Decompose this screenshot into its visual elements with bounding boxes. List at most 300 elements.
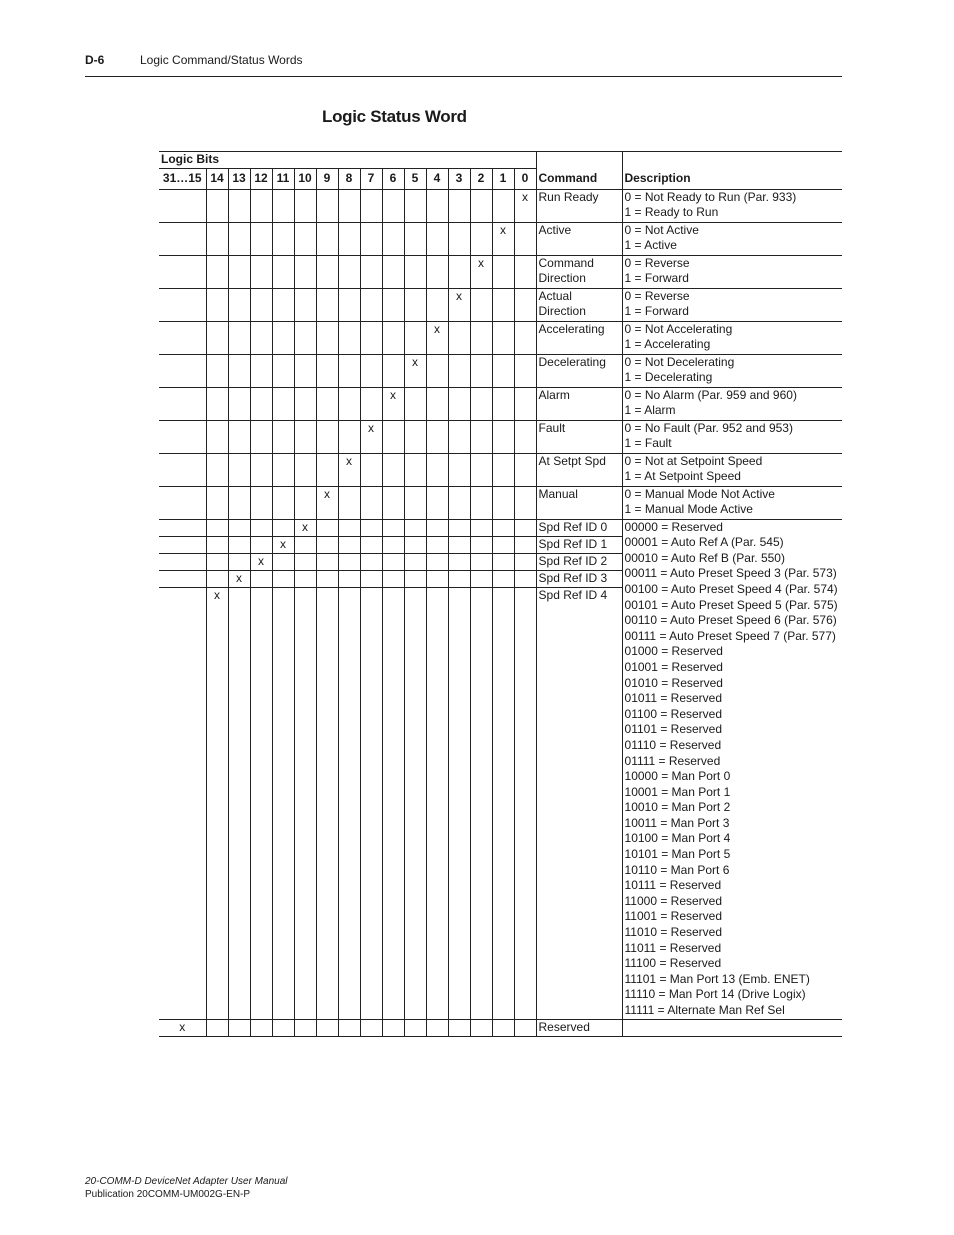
bit-cell: [159, 420, 206, 453]
bit-cell: [492, 255, 514, 288]
bit-cell: [426, 453, 448, 486]
speed-ref-code: 11001 = Reserved: [624, 909, 723, 924]
bit-cell: [250, 570, 272, 587]
bit-cell: [514, 420, 536, 453]
bit-cell: [159, 587, 206, 1019]
bit-cell: [470, 587, 492, 1019]
description-text: 1 = Accelerating: [624, 337, 711, 352]
command-text: Spd Ref ID 3: [538, 570, 608, 585]
bit-cell: [470, 486, 492, 519]
bit-cell: [448, 189, 470, 222]
speed-ref-code: 10110 = Man Port 6: [624, 862, 730, 877]
command-text: Manual: [538, 486, 578, 501]
table-row: [159, 189, 842, 222]
bit-cell: [492, 570, 514, 587]
bit-cell: [360, 570, 382, 587]
bit-header: 8: [338, 168, 360, 189]
bit-cell: [338, 1019, 360, 1036]
bit-cell: [228, 486, 250, 519]
bit-mark: x: [404, 354, 426, 387]
bit-cell: [470, 519, 492, 536]
bit-mark: x: [470, 255, 492, 288]
bit-cell: [470, 354, 492, 387]
bit-cell: [426, 587, 448, 1019]
table-row: [159, 354, 842, 387]
bit-cell: [382, 553, 404, 570]
bit-cell: [382, 587, 404, 1019]
bit-cell: [272, 387, 294, 420]
speed-ref-code: 01101 = Reserved: [624, 722, 723, 737]
bit-cell: [250, 587, 272, 1019]
bit-cell: [272, 1019, 294, 1036]
bit-cell: [360, 354, 382, 387]
command-text: Spd Ref ID 2: [538, 553, 608, 568]
bit-cell: [159, 453, 206, 486]
bit-cell: [426, 222, 448, 255]
bit-cell: [492, 321, 514, 354]
description-text: 0 = Not Active: [624, 222, 699, 237]
bit-cell: [272, 453, 294, 486]
command-text: Run Ready: [538, 189, 599, 204]
command-cell: [536, 536, 622, 553]
speed-ref-code: 00111 = Auto Preset Speed 7 (Par. 577): [624, 628, 836, 643]
bit-cell: [382, 255, 404, 288]
command-cell: [536, 354, 622, 387]
bit-cell: [316, 420, 338, 453]
bit-cell: [470, 321, 492, 354]
bit-cell: [360, 387, 382, 420]
bit-mark: x: [159, 1019, 206, 1036]
bit-cell: [294, 222, 316, 255]
description-cell: [622, 288, 842, 321]
bit-cell: [316, 536, 338, 553]
bit-cell: [404, 420, 426, 453]
bit-cell: [470, 222, 492, 255]
description-cell: [622, 222, 842, 255]
bit-header: 9: [316, 168, 338, 189]
logic-status-table: [159, 151, 842, 1037]
command-text: Spd Ref ID 1: [538, 536, 608, 551]
bit-header: 2: [470, 168, 492, 189]
bit-cell: [272, 354, 294, 387]
bit-cell: [470, 387, 492, 420]
command-cell: [536, 553, 622, 570]
command-cell: [536, 288, 622, 321]
speed-ref-code: 11111 = Alternate Man Ref Sel: [624, 1003, 785, 1017]
bit-cell: [316, 354, 338, 387]
bit-cell: [382, 486, 404, 519]
description-text: 1 = Manual Mode Active: [624, 502, 753, 517]
bit-cell: [448, 587, 470, 1019]
description-cell: [622, 1019, 842, 1036]
bit-cell: [272, 222, 294, 255]
bit-cell: [206, 222, 228, 255]
bit-header: 10: [294, 168, 316, 189]
bit-header: 31…15: [159, 168, 206, 189]
bit-cell: [404, 519, 426, 536]
bit-cell: [448, 387, 470, 420]
bit-cell: [228, 553, 250, 570]
bit-cell: [294, 255, 316, 288]
command-text: Decelerating: [538, 354, 606, 369]
description-cell: [622, 387, 842, 420]
speed-ref-description-cell: [622, 519, 842, 1019]
bit-cell: [448, 420, 470, 453]
speed-ref-code: 10100 = Man Port 4: [624, 831, 731, 846]
bit-cell: [159, 553, 206, 570]
bit-cell: [316, 1019, 338, 1036]
description-text: 1 = Active: [624, 238, 677, 253]
bit-cell: [250, 321, 272, 354]
bit-cell: [294, 1019, 316, 1036]
command-header: Command: [536, 152, 622, 190]
description-cell: [622, 354, 842, 387]
bit-mark: x: [228, 570, 250, 587]
bit-cell: [514, 255, 536, 288]
bit-cell: [360, 453, 382, 486]
command-text: Active: [538, 222, 572, 237]
description-text: 0 = Reverse: [624, 288, 690, 303]
bit-cell: [382, 519, 404, 536]
speed-ref-code: 01000 = Reserved: [624, 644, 723, 659]
bit-cell: [250, 288, 272, 321]
bit-cell: [228, 354, 250, 387]
bit-cell: [272, 553, 294, 570]
description-text: 0 = Not Accelerating: [624, 321, 733, 336]
bit-cell: [514, 519, 536, 536]
bit-mark: x: [338, 453, 360, 486]
bit-cell: [316, 387, 338, 420]
bit-cell: [250, 189, 272, 222]
bit-cell: [272, 288, 294, 321]
page-number: D-6: [85, 53, 105, 67]
bit-cell: [206, 387, 228, 420]
bit-cell: [382, 420, 404, 453]
description-cell: [622, 453, 842, 486]
manual-title: 20-COMM-D DeviceNet Adapter User Manual: [85, 1176, 288, 1187]
command-text: At Setpt Spd: [538, 453, 606, 468]
bit-cell: [404, 189, 426, 222]
bit-cell: [492, 553, 514, 570]
bit-cell: [206, 570, 228, 587]
bit-header: 12: [250, 168, 272, 189]
speed-ref-code: 11010 = Reserved: [624, 925, 723, 940]
bit-cell: [228, 587, 250, 1019]
bit-cell: [206, 486, 228, 519]
description-text: 0 = Not at Setpoint Speed: [624, 453, 763, 468]
speed-ref-code: 11101 = Man Port 13 (Emb. ENET): [624, 971, 810, 986]
bit-cell: [228, 189, 250, 222]
bit-cell: [470, 570, 492, 587]
bit-cell: [316, 453, 338, 486]
command-text: Direction: [538, 271, 586, 286]
bit-cell: [492, 189, 514, 222]
bit-cell: [360, 189, 382, 222]
bit-mark: x: [316, 486, 338, 519]
bit-cell: [250, 486, 272, 519]
bit-cell: [426, 553, 448, 570]
bit-cell: [448, 321, 470, 354]
bit-cell: [228, 255, 250, 288]
bit-cell: [448, 570, 470, 587]
bit-cell: [514, 354, 536, 387]
description-header: Description: [622, 152, 842, 190]
bit-cell: [206, 288, 228, 321]
speed-ref-code: 00001 = Auto Ref A (Par. 545): [624, 535, 784, 550]
bit-mark: x: [294, 519, 316, 536]
bit-header: 7: [360, 168, 382, 189]
bit-cell: [404, 387, 426, 420]
bit-cell: [514, 288, 536, 321]
bit-cell: [294, 420, 316, 453]
description-text: 0 = Manual Mode Not Active: [624, 486, 775, 501]
bit-cell: [272, 420, 294, 453]
bit-cell: [360, 222, 382, 255]
bit-cell: [426, 387, 448, 420]
bit-mark: x: [360, 420, 382, 453]
bit-mark: x: [250, 553, 272, 570]
bit-cell: [492, 536, 514, 553]
bit-cell: [250, 453, 272, 486]
speed-ref-code: 11110 = Man Port 14 (Drive Logix): [624, 987, 806, 1002]
bit-cell: [514, 222, 536, 255]
bit-cell: [272, 189, 294, 222]
bit-cell: [316, 587, 338, 1019]
bit-cell: [448, 536, 470, 553]
bit-cell: [382, 321, 404, 354]
command-text: Command: [538, 255, 594, 270]
bit-cell: [514, 387, 536, 420]
speed-ref-code: 10001 = Man Port 1: [624, 784, 731, 799]
bit-cell: [492, 288, 514, 321]
bit-cell: [492, 486, 514, 519]
speed-ref-code: 01011 = Reserved: [624, 691, 723, 706]
bit-cell: [470, 420, 492, 453]
command-cell: [536, 222, 622, 255]
bit-mark: x: [272, 536, 294, 553]
description-text: 1 = Ready to Run: [624, 205, 719, 220]
bit-cell: [448, 354, 470, 387]
bit-cell: [448, 486, 470, 519]
bit-cell: [159, 222, 206, 255]
bit-cell: [228, 420, 250, 453]
bit-cell: [206, 354, 228, 387]
bit-cell: [159, 486, 206, 519]
command-cell: [536, 387, 622, 420]
speed-ref-code: 10011 = Man Port 3: [624, 815, 730, 830]
bit-cell: [426, 486, 448, 519]
bit-cell: [492, 519, 514, 536]
speed-ref-code: 11011 = Reserved: [624, 940, 722, 955]
bit-cell: [470, 553, 492, 570]
bit-cell: [228, 1019, 250, 1036]
bit-cell: [294, 387, 316, 420]
bit-cell: [250, 420, 272, 453]
bit-cell: [426, 1019, 448, 1036]
speed-ref-code: 00010 = Auto Ref B (Par. 550): [624, 550, 785, 565]
bit-cell: [250, 1019, 272, 1036]
bit-cell: [272, 570, 294, 587]
bit-cell: [382, 354, 404, 387]
page-title: Logic Status Word: [322, 107, 467, 126]
bit-cell: [206, 420, 228, 453]
bit-cell: [426, 420, 448, 453]
bit-header: 5: [404, 168, 426, 189]
description-text: 1 = Forward: [624, 304, 689, 319]
bit-header: 4: [426, 168, 448, 189]
description-cell: [622, 420, 842, 453]
command-cell: [536, 587, 622, 1019]
speed-ref-code: 01100 = Reserved: [624, 706, 723, 721]
bit-cell: [492, 1019, 514, 1036]
speed-ref-code: 01001 = Reserved: [624, 659, 723, 674]
speed-ref-code: 01010 = Reserved: [624, 675, 723, 690]
bit-cell: [316, 222, 338, 255]
speed-ref-code: 10010 = Man Port 2: [624, 800, 731, 815]
bit-cell: [338, 288, 360, 321]
bit-cell: [514, 536, 536, 553]
bit-cell: [404, 486, 426, 519]
bit-cell: [426, 255, 448, 288]
page-header: [85, 52, 842, 77]
bit-cell: [426, 354, 448, 387]
bit-cell: [514, 553, 536, 570]
bit-cell: [250, 536, 272, 553]
bit-cell: [426, 288, 448, 321]
bit-cell: [338, 536, 360, 553]
command-text: Alarm: [538, 387, 570, 402]
bit-cell: [360, 288, 382, 321]
bit-cell: [448, 453, 470, 486]
bit-cell: [294, 288, 316, 321]
speed-ref-code: 01110 = Reserved: [624, 737, 722, 752]
bit-cell: [514, 453, 536, 486]
bit-cell: [360, 536, 382, 553]
speed-ref-code: 00110 = Auto Preset Speed 6 (Par. 576): [624, 613, 837, 628]
bit-mark: x: [448, 288, 470, 321]
table-row: [159, 288, 842, 321]
bit-cell: [382, 1019, 404, 1036]
bit-cell: [206, 255, 228, 288]
bit-cell: [404, 1019, 426, 1036]
bit-cell: [316, 553, 338, 570]
command-cell: [536, 321, 622, 354]
description-text: 0 = Not Ready to Run (Par. 933): [624, 189, 797, 204]
bit-cell: [294, 553, 316, 570]
command-cell: [536, 255, 622, 288]
bit-cell: [316, 288, 338, 321]
bit-cell: [382, 536, 404, 553]
bit-cell: [228, 387, 250, 420]
bit-cell: [360, 519, 382, 536]
bit-cell: [338, 519, 360, 536]
command-cell: [536, 453, 622, 486]
bit-cell: [206, 321, 228, 354]
bit-cell: [338, 553, 360, 570]
bit-cell: [250, 255, 272, 288]
bit-cell: [404, 570, 426, 587]
speed-ref-code: 00101 = Auto Preset Speed 5 (Par. 575): [624, 597, 838, 612]
bit-mark: x: [382, 387, 404, 420]
bit-cell: [404, 255, 426, 288]
command-text: Spd Ref ID 4: [538, 587, 608, 602]
bit-cell: [360, 553, 382, 570]
bit-mark: x: [426, 321, 448, 354]
description-text: 1 = Forward: [624, 271, 689, 286]
speed-ref-code: 10101 = Man Port 5: [624, 847, 731, 862]
bit-cell: [404, 553, 426, 570]
bit-cell: [470, 453, 492, 486]
bit-cell: [294, 570, 316, 587]
bit-cell: [492, 354, 514, 387]
bit-cell: [448, 222, 470, 255]
publication-number: Publication 20COMM-UM002G-EN-P: [85, 1189, 251, 1200]
bit-cell: [338, 387, 360, 420]
table-row: [159, 519, 842, 536]
section-title: Logic Command/Status Words: [140, 53, 303, 67]
bit-cell: [514, 570, 536, 587]
bit-cell: [206, 553, 228, 570]
bit-cell: [159, 321, 206, 354]
bit-cell: [338, 570, 360, 587]
description-text: 0 = No Alarm (Par. 959 and 960): [624, 387, 797, 402]
bit-cell: [294, 587, 316, 1019]
logic-bits-header: Logic Bits: [159, 152, 536, 169]
bit-cell: [338, 486, 360, 519]
bit-cell: [338, 420, 360, 453]
speed-ref-code: 00100 = Auto Preset Speed 4 (Par. 574): [624, 581, 838, 596]
bit-cell: [448, 1019, 470, 1036]
description-text: 1 = Fault: [624, 436, 672, 451]
table-row: [159, 255, 842, 288]
bit-cell: [360, 321, 382, 354]
bit-cell: [382, 189, 404, 222]
bit-cell: [448, 519, 470, 536]
bit-cell: [316, 255, 338, 288]
bit-cell: [514, 1019, 536, 1036]
bit-cell: [228, 453, 250, 486]
page-footer: [85, 1175, 287, 1201]
description-cell: [622, 486, 842, 519]
bit-cell: [448, 553, 470, 570]
bit-header: 11: [272, 168, 294, 189]
speed-ref-code: 10000 = Man Port 0: [624, 769, 731, 784]
bit-cell: [250, 354, 272, 387]
bit-cell: [228, 222, 250, 255]
table-row: [159, 453, 842, 486]
bit-cell: [228, 536, 250, 553]
speed-ref-code: 11100 = Reserved: [624, 956, 722, 971]
bit-cell: [404, 222, 426, 255]
description-text: 1 = At Setpoint Speed: [624, 469, 741, 484]
bit-mark: x: [492, 222, 514, 255]
bit-cell: [338, 587, 360, 1019]
command-cell: [536, 570, 622, 587]
bit-header: 3: [448, 168, 470, 189]
bit-cell: [316, 189, 338, 222]
bit-cell: [272, 255, 294, 288]
bit-cell: [294, 453, 316, 486]
speed-ref-code: 00000 = Reserved: [624, 519, 723, 534]
bit-header: 13: [228, 168, 250, 189]
bit-cell: [316, 519, 338, 536]
bit-cell: [159, 536, 206, 553]
bit-cell: [382, 570, 404, 587]
speed-ref-code: 11000 = Reserved: [624, 893, 723, 908]
bit-cell: [360, 587, 382, 1019]
bit-cell: [159, 387, 206, 420]
table-body: [159, 189, 842, 1036]
